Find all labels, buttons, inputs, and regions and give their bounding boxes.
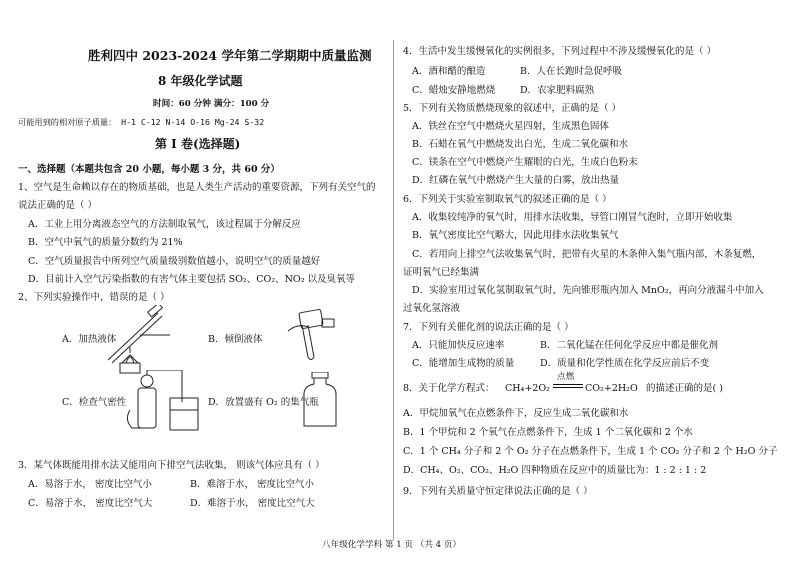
- q8-stem-prefix: 8．关于化学方程式：: [403, 383, 495, 394]
- q9-stem: 9．下列有关质量守恒定律说法正确的是（ ）: [403, 486, 593, 497]
- pouring-liquid-figure: [278, 305, 340, 365]
- q6-option-c-line2: 证明氧气已经集满: [403, 267, 480, 278]
- q7-stem: 7．下列有关催化剂的说法正确的是（ ）: [403, 322, 574, 333]
- reaction-arrow-line: [553, 384, 583, 385]
- page-footer: 八年级化学学科 第 1 页 （共 4 页）: [322, 540, 462, 550]
- exam-subtitle: 8 年级化学试题: [158, 74, 243, 88]
- q5-stem: 5．下列有关物质燃烧现象的叙述中，正确的是（ ）: [403, 103, 622, 114]
- q3-option-c: C．易溶于水， 密度比空气大: [28, 498, 153, 509]
- q4-option-b: B．人在长跑时急促呼吸: [520, 66, 622, 77]
- q7-option-a: A．只能加快反应速率: [412, 340, 505, 351]
- q4-stem: 4．生活中发生缓慢氧化的实例很多，下列过程中不涉及缓慢氧化的是（ ）: [403, 46, 717, 57]
- q6-option-c-line1: C．若用向上排空气法收集氧气时，把带有火星的木条伸入集气瓶内部，木条复燃，: [412, 249, 762, 260]
- q8-option-a: A．甲烷加氧气在点燃条件下，反应生成二氧化碳和水: [403, 408, 629, 419]
- q1-stem-line1: 1、空气是生命赖以存在的物质基础，也是人类生产活动的重要资源，下列有关空气的: [18, 182, 376, 193]
- q8-condition: 点燃: [557, 372, 575, 382]
- q6-option-b: B．氧气密度比空气略大，因此用排水法收集氧气: [412, 230, 619, 241]
- q8-equation-left: CH₄+2O₂: [505, 383, 550, 394]
- q1-option-b: B．空气中氧气的质量分数约为 21%: [28, 237, 183, 248]
- q6-option-a: A．收集较纯净的氧气时，用排水法收集，导管口刚冒气泡时，立即开始收集: [412, 212, 733, 223]
- q8-option-c: C．1 个 CH₄ 分子和 2 个 O₂ 分子在点燃条件下，生成 1 个 CO₂ 分子和 2 个 H₂O 分子: [403, 446, 778, 457]
- q1-option-c: C．空气质量报告中所列空气质量级别数值越小，说明空气的质量越好: [28, 256, 321, 267]
- q3-option-a: A．易溶于水， 密度比空气小: [28, 479, 152, 490]
- q3-option-b: B．难溶于水， 密度比空气小: [190, 479, 315, 490]
- time-score: 时间：60 分钟 满分：100 分: [153, 99, 270, 109]
- q1-stem-line2: 说法正确的是（ ）: [18, 200, 98, 211]
- q2-option-a: A．加热液体: [62, 334, 117, 345]
- q7-option-c: C．能增加生成物的质量: [412, 358, 515, 369]
- q4-option-d: D．农家肥料腐熟: [520, 85, 595, 96]
- atomic-masses: 可能用到的相对原子质量： H-1 C-12 N-14 O-16 Mg-24 S-32: [18, 117, 265, 127]
- section-title: 第 I 卷(选择题): [155, 137, 241, 151]
- q6-stem: 6．下列关于实验室制取氧气的叙述正确的是（ ）: [403, 194, 612, 205]
- reaction-arrow-line-2: [553, 387, 583, 388]
- exam-title: 胜利四中 2023-2024 学年第二学期期中质量监测: [88, 48, 372, 63]
- q1-option-a: A．工业上用分离液态空气的方法制取氧气，该过程属于分解反应: [28, 219, 301, 230]
- q3-option-d: D．难溶于水， 密度比空气大: [190, 498, 315, 509]
- q4-option-a: A．酒和醋的酿造: [412, 66, 486, 77]
- q8-option-d: D．CH₄、O₂、CO₂、H₂O 四种物质在反应中的质量比为：1 : 2 : 1 : 2: [403, 465, 707, 476]
- q5-option-b: B．石蜡在氧气中燃烧发出白光，生成二氧化碳和水: [412, 139, 628, 150]
- column-divider: [393, 40, 394, 540]
- q2-option-c: C．检查气密性: [62, 397, 127, 408]
- q4-option-c: C．蜡烛安静地燃烧: [412, 85, 496, 96]
- q2-option-d: D．放置盛有 O₂ 的集气瓶: [208, 397, 319, 408]
- q5-option-a: A．铁丝在空气中燃烧火星四射，生成黑色固体: [412, 121, 609, 132]
- q5-option-d: D．红磷在氧气中燃烧产生大量的白雾，放出热量: [412, 175, 620, 186]
- q8-stem-suffix: 的描述正确的是( ): [646, 383, 723, 394]
- q7-option-b: B．二氧化锰在任何化学反应中都是催化剂: [540, 340, 718, 351]
- q8-equation-right: CO₂+2H₂O: [585, 383, 638, 394]
- q2-option-b: B．倾倒液体: [208, 334, 263, 345]
- q6-option-d-line1: D．实验室用过氧化氢制取氧气时，先向锥形瓶内加入 MnO₂，再向分液漏斗中加入: [412, 285, 764, 296]
- q8-option-b: B．1 个甲烷和 2 个氧气在点燃条件下，生成 1 个二氧化碳和 2 个水: [403, 427, 693, 438]
- part-one-heading: 一、选择题（本题共包含 20 小题，每小题 3 分，共 60 分）: [18, 164, 280, 175]
- q2-stem: 2、下列实验操作中，错误的是（ ）: [18, 292, 170, 303]
- q3-stem: 3．某气体既能用排水法又能用向下排空气法收集， 则该气体应具有（ ）: [18, 460, 325, 471]
- q7-option-d: D．质量和化学性质在化学反应前后不变: [540, 358, 710, 369]
- q1-option-d: D．目前计入空气污染指数的有害气体主要包括 SO₂、CO₂、NO₂ 以及臭氧等: [28, 274, 356, 285]
- airtightness-check-figure: [120, 370, 210, 440]
- q5-option-c: C．镁条在空气中燃烧产生耀眼的白光，生成白色粉末: [412, 157, 638, 168]
- q6-option-d-line2: 过氧化氢溶液: [403, 303, 461, 314]
